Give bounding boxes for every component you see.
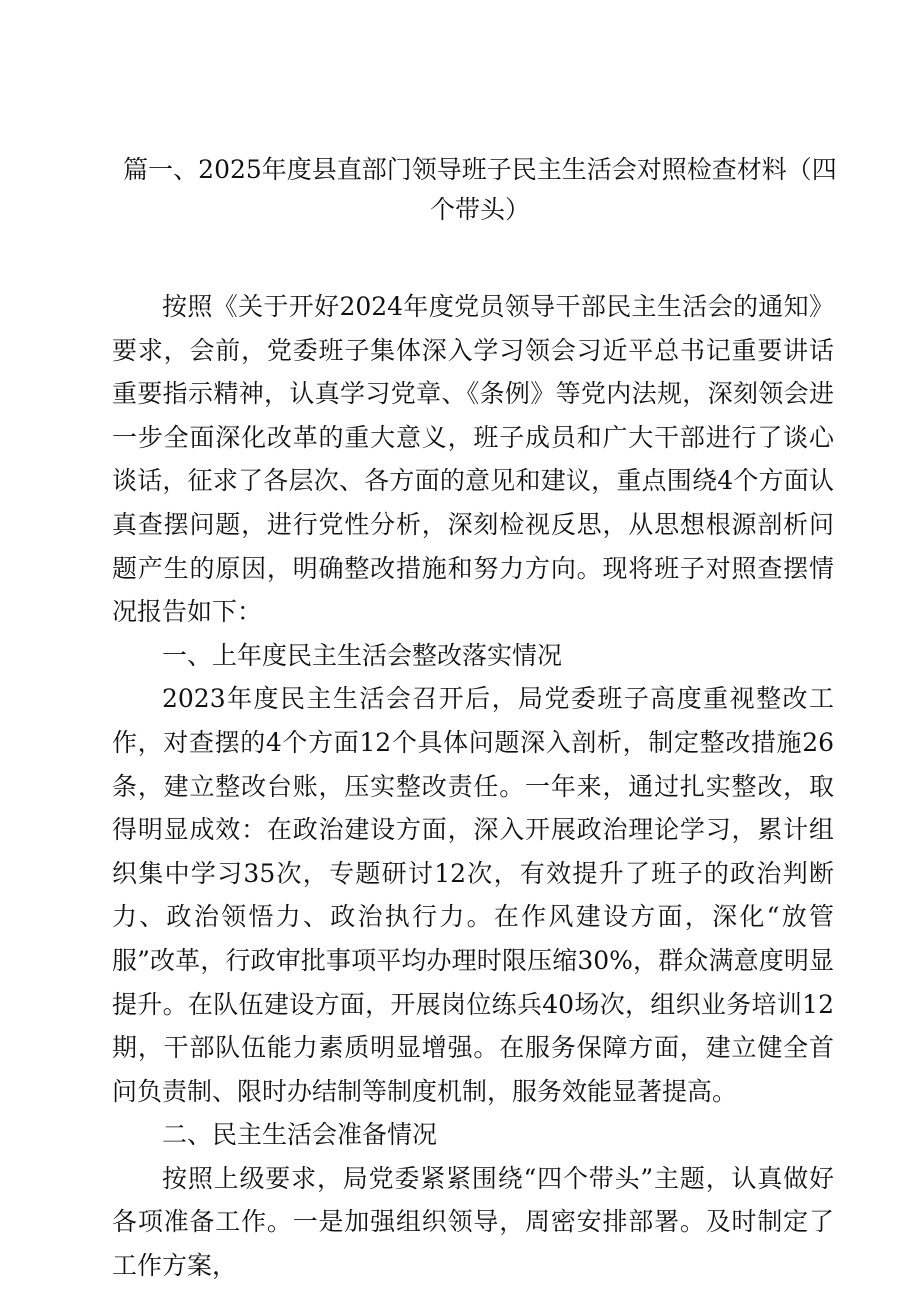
section-heading-2: 二、民主生活会准备情况 [162,1120,438,1150]
document-title [110,150,850,230]
title-line-2: 个带头） [429,195,530,224]
section-2-paragraph: 按照上级要求，局党委紧紧围绕“四个带头”主题，认真做好各项准备工作。一是加强组织领导，周密安排部署。及时制定了工作方案， [112,1163,834,1281]
document-body [112,285,834,1288]
intro-paragraph: 按照《关于开好2024年度党员领导干部民主生活会的通知》要求，会前，党委班子集体深入学习领会习近平总书记重要讲话重要指示精神，认真学习党章、《条例》等党内法规，深刻领会进一步全面深化改革的重大意义，班子成员和广大干部进行了谈心谈话，征求了各层次、各方面的意见和建议，重点围绕4个方面认真查摆问题，进行党性分析，深刻检视反思，从思想根源剖析问题产生的原因，明确整改措施和努力方向。现将班子对照查摆情况报告如下： [112,292,834,627]
title-line-1: 篇一、2025年度县直部门领导班子民主生活会对照检查材料（四 [123,155,837,184]
section-1-paragraph: 2023年度民主生活会召开后，局党委班子高度重视整改工作，对查摆的4个方面12个具体问题深入剖析，制定整改措施26条，建立整改台账，压实整改责任。一年来，通过扎实整改，取得明显成效：在政治建设方面，深入开展政治理论学习，累计组织集中学习35次，专题研讨12次，有效提升了班子的政治判断力、政治领悟力、政治执行力。在作风建设方面，深化“放管服”改革，行政审批事项平均办理时限压缩30%，群众满意度明显提升。在队伍建设方面，开展岗位练兵40场次，组织业务培训12期，干部队伍能力素质明显增强。在服务保障方面，建立健全首问负责制、限时办结制等制度机制，服务效能显著提高。 [112,684,834,1106]
section-heading-1: 一、上年度民主生活会整改落实情况 [162,640,563,670]
